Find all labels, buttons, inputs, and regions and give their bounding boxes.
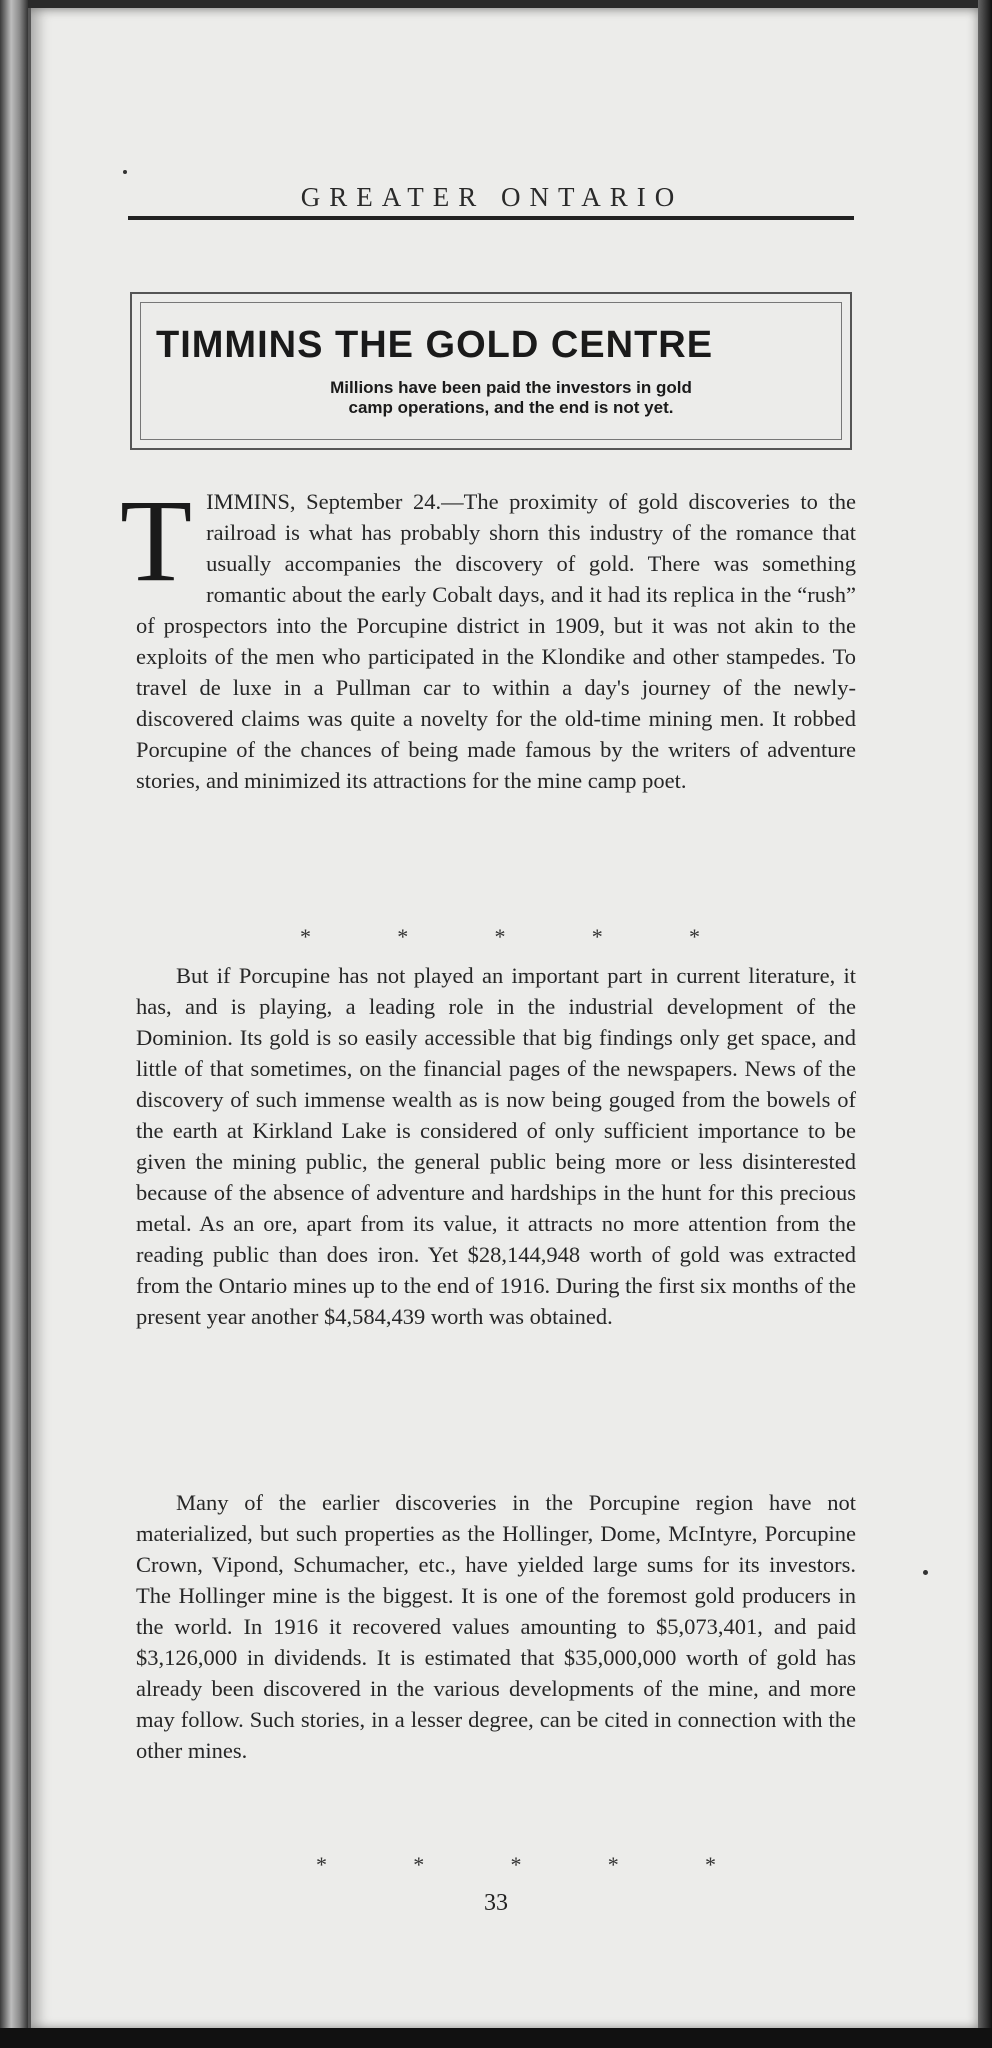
- separator-star: *: [494, 924, 506, 949]
- separator-star: *: [397, 924, 409, 949]
- page-edge-shadow: [978, 0, 992, 2048]
- paragraph-1-text: IMMINS, September 24.—The proximity of gold discoveries to the railroad is what has probably shorn this industry of the romance that usually accompanies the discovery of gold. There was something romantic about the early Cobalt days, and it had its replica in the “rush” of prospectors into the Porcupine district in 1909, but it was not akin to the exploits of the men who participated in the Klondike and other stampedes. To travel de luxe in a Pullman car to within a day's journey of the newly-discovered claims was quite a novelty for the old-time mining men. It robbed Porcupine of the chances of being made famous by the writers of adventure stories, and minimized its attractions for the mine camp poet.: [136, 489, 856, 793]
- section-separator-end: [316, 1852, 716, 1878]
- section-separator: [300, 924, 700, 950]
- page-bottom-edge: [0, 2028, 992, 2048]
- running-head-rule: [128, 216, 854, 220]
- subtitle-line-2: camp operations, and the end is not yet.: [348, 398, 674, 417]
- separator-star: *: [510, 1852, 522, 1877]
- separator-star: *: [300, 924, 311, 949]
- separator-star: *: [689, 924, 700, 949]
- page-number: 33: [484, 1890, 508, 1916]
- print-speck: [123, 170, 127, 174]
- subtitle-line-1: Millions have been paid the investors in gold: [330, 378, 692, 397]
- title-box-inner-border: [140, 302, 842, 440]
- paragraph-3: Many of the earlier discoveries in the Porcupine region have not materialized, but such properties as the Hollinger, Dome, McIntyre, Porcupine Crown, Vipond, Schumacher, etc., have yielded large sums for its investors. The Hollinger mine is the biggest. It is one of the foremost gold producers in the world. In 1916 it recovered values amounting to $5,073,401, and paid $3,126,000 in dividends. It is estimated that $35,000,000 worth of gold has already been discovered in the various developments of the mine, and more may follow. Such stories, in a lesser degree, can be cited in connection with the other mines.: [136, 1490, 856, 1763]
- separator-star: *: [316, 1852, 327, 1877]
- separator-star: *: [591, 924, 603, 949]
- book-binding: [0, 0, 28, 2048]
- separator-star: *: [705, 1852, 716, 1877]
- drop-cap: T: [120, 475, 193, 606]
- print-speck: [923, 1570, 928, 1575]
- running-head: GREATER ONTARIO: [300, 182, 684, 212]
- article-subtitle: [132, 378, 850, 418]
- article-title-box: [130, 292, 852, 450]
- separator-star: *: [413, 1852, 425, 1877]
- separator-star: *: [607, 1852, 619, 1877]
- paragraph-2: But if Porcupine has not played an important part in current literature, it has, and is playing, a leading role in the industrial development of the Dominion. Its gold is so easily accessible that big findings only get space, and little of that sometimes, on the financial pages of the newspapers. News of the discovery of such immense wealth as is now being gouged from the bowels of the earth at Kirkland Lake is considered of only sufficient importance to be given the mining public, the general public being more or less disinterested because of the absence of adventure and hardships in the hunt for this precious metal. As an ore, apart from its value, it attracts no more attention from the reading public than does iron. Yet $28,144,948 worth of gold was extracted from the Ontario mines up to the end of 1916. During the first six months of the present year another $4,584,439 worth was obtained.: [136, 963, 856, 1329]
- paragraph-1: [120, 475, 856, 796]
- article-title: TIMMINS THE GOLD CENTRE: [156, 324, 714, 366]
